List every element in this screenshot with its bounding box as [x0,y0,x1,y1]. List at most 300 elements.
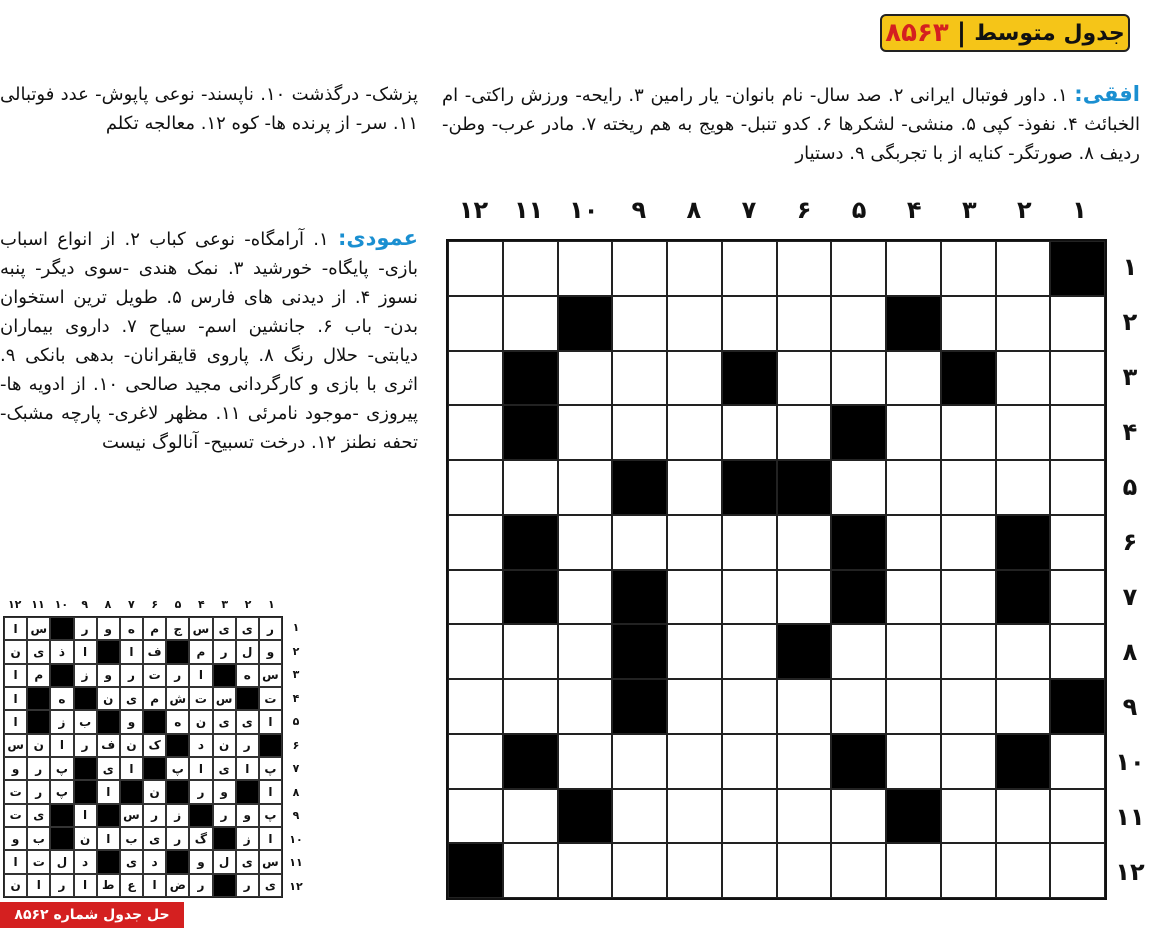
solution-grid [3,616,283,898]
empty-cell[interactable] [941,570,996,625]
column-number: ۳ [961,196,977,224]
empty-cell[interactable] [558,351,613,406]
across-clues [442,80,1140,168]
empty-cell[interactable] [667,734,722,789]
solution-black-cell [74,757,97,780]
solution-letter-cell: ل [50,850,73,873]
empty-cell[interactable] [503,843,558,898]
empty-cell[interactable] [612,405,667,460]
solution-black-cell [166,640,189,663]
row-number: ۱۰ [1115,748,1145,777]
column-number: ۲ [1017,196,1032,224]
empty-cell[interactable] [448,624,503,679]
solution-black-cell [74,780,97,803]
solution-column-number: ۹ [81,598,89,611]
empty-cell[interactable] [996,679,1051,734]
black-cell [1050,241,1105,296]
empty-cell[interactable] [503,460,558,515]
column-number: ۵ [851,196,867,224]
solution-column-number: ۱۱ [31,598,45,611]
empty-cell[interactable] [777,734,832,789]
empty-cell[interactable] [722,789,777,844]
empty-cell[interactable] [777,570,832,625]
empty-cell[interactable] [722,570,777,625]
down-clues [0,224,418,457]
black-cell [777,460,832,515]
solution-black-cell [74,687,97,710]
solution-black-cell [143,710,166,733]
solution-letter-cell: ت [189,687,212,710]
column-number: ۶ [796,196,812,224]
solution-letter-cell: پ [166,757,189,780]
solution-letter-cell: ع [120,874,143,897]
empty-cell[interactable] [667,789,722,844]
solution-letter-cell: ا [143,874,166,897]
solution-black-cell [166,850,189,873]
empty-cell[interactable] [777,679,832,734]
solution-letter-cell: م [143,617,166,640]
empty-cell[interactable] [1050,624,1105,679]
solution-black-cell [120,780,143,803]
solution-row-number: ۴ [292,691,300,705]
empty-cell[interactable] [777,241,832,296]
empty-cell[interactable] [1050,734,1105,789]
solution-column-numbers [3,598,283,611]
black-cell [831,405,886,460]
empty-cell[interactable] [831,241,886,296]
black-cell [777,624,832,679]
solution-letter-cell: ت [4,780,27,803]
solution-letter-cell: ز [74,664,97,687]
empty-cell[interactable] [667,296,722,351]
solution-column-number: ۵ [174,598,182,611]
empty-cell[interactable] [941,734,996,789]
empty-cell[interactable] [886,351,941,406]
solution-row-numbers [285,616,307,898]
solution-letter-cell: ل [236,640,259,663]
solution-letter-cell: ر [50,874,73,897]
black-cell [612,624,667,679]
empty-cell[interactable] [503,624,558,679]
solution-row-number: ۳ [292,668,300,682]
black-cell [996,570,1051,625]
solution-letter-cell: ا [97,780,120,803]
column-number: ۱ [1072,196,1087,224]
solution-letter-cell: ر [189,780,212,803]
empty-cell[interactable] [941,843,996,898]
solution-letter-cell: ن [97,687,120,710]
black-cell [503,734,558,789]
solution-letter-cell: ر [74,617,97,640]
solution-letter-cell: ی [120,850,143,873]
empty-cell[interactable] [996,460,1051,515]
empty-cell[interactable] [667,570,722,625]
solution-letter-cell: پ [259,804,282,827]
solution-letter-cell: ر [143,804,166,827]
empty-cell[interactable] [1050,405,1105,460]
empty-cell[interactable] [558,241,613,296]
empty-cell[interactable] [1050,296,1105,351]
black-cell [612,460,667,515]
empty-cell[interactable] [667,405,722,460]
solution-letter-cell: ا [4,664,27,687]
solution-column-number: ۱۲ [7,598,22,611]
solution-letter-cell: س [189,617,212,640]
empty-cell[interactable] [996,351,1051,406]
empty-cell[interactable] [722,405,777,460]
solution-letter-cell: ت [4,804,27,827]
empty-cell[interactable] [941,405,996,460]
solution-letter-cell: ه [166,710,189,733]
solution-letter-cell: ا [74,804,97,827]
black-cell [558,789,613,844]
empty-cell[interactable] [722,241,777,296]
black-cell [612,570,667,625]
solution-black-cell [50,664,73,687]
solution-black-cell [189,804,212,827]
solution-column-number: ۱۰ [54,598,69,611]
title-separator: | [956,18,967,48]
solution-row-number: ۱۱ [289,856,303,870]
empty-cell[interactable] [777,296,832,351]
empty-cell[interactable] [941,515,996,570]
empty-cell[interactable] [777,843,832,898]
empty-cell[interactable] [667,624,722,679]
solution-column-number: ۳ [221,598,229,611]
empty-cell[interactable] [558,843,613,898]
empty-cell[interactable] [448,296,503,351]
solution-letter-cell: و [97,617,120,640]
column-numbers [446,196,1107,224]
solution-letter-cell: ی [213,617,236,640]
empty-cell[interactable] [503,296,558,351]
solution-letter-cell: ف [97,734,120,757]
black-cell [831,515,886,570]
empty-cell[interactable] [448,570,503,625]
row-number: ۸ [1122,638,1138,667]
solution-black-cell [27,710,50,733]
empty-cell[interactable] [722,679,777,734]
solution-letter-cell: ن [213,734,236,757]
solution-letter-cell: ی [259,874,282,897]
solution-letter-cell: پ [259,757,282,780]
empty-cell[interactable] [1050,789,1105,844]
solution-black-cell [50,804,73,827]
empty-cell[interactable] [1050,460,1105,515]
solution-letter-cell: ی [27,640,50,663]
solution-letter-cell: ی [213,710,236,733]
solution-black-cell [97,710,120,733]
solution-letter-cell: ا [259,710,282,733]
crossword-grid [446,239,1107,900]
black-cell [996,734,1051,789]
solution-letter-cell: ه [50,687,73,710]
across-clue-text: ۱. داور فوتبال ایرانی ۲. صد سال- نام بانوان- یار رامین ۳. رایحه- ورزش راکتی- ام الخبائث ۴. نفوذ- کپی ۵. منشی- لشکرها ۶. کدو تنبل- هویج به هم ریخته ۷. مادر عرب- وطن- ردیف ۸. صورتگر- کنایه از با تجربگی ۹. دستیار [442,85,1140,164]
empty-cell[interactable] [996,843,1051,898]
empty-cell[interactable] [941,460,996,515]
solution-letter-cell: ا [4,687,27,710]
solution-letter-cell: ن [4,874,27,897]
row-number: ۷ [1122,583,1138,612]
solution-letter-cell: م [189,640,212,663]
empty-cell[interactable] [503,789,558,844]
column-number: ۹ [631,196,647,224]
empty-cell[interactable] [941,624,996,679]
empty-cell[interactable] [503,241,558,296]
solution-black-cell [50,827,73,850]
row-number: ۶ [1122,527,1138,556]
solution-letter-cell: ا [27,874,50,897]
black-cell [831,570,886,625]
empty-cell[interactable] [777,405,832,460]
empty-cell[interactable] [612,734,667,789]
solution-letter-cell: ل [213,850,236,873]
solution-letter-cell: ی [27,804,50,827]
empty-cell[interactable] [448,734,503,789]
row-number: ۵ [1122,472,1138,501]
empty-cell[interactable] [558,624,613,679]
solution-letter-cell: ض [166,874,189,897]
title-number: ۸۵۶۳ [885,18,949,48]
solution-letter-cell: و [4,757,27,780]
solution-letter-cell: س [120,804,143,827]
empty-cell[interactable] [448,789,503,844]
column-number: ۱۲ [458,196,489,224]
empty-cell[interactable] [558,460,613,515]
solution-letter-cell: ی [97,757,120,780]
empty-cell[interactable] [777,515,832,570]
solution-black-cell [97,804,120,827]
solution-row-number: ۸ [292,785,300,799]
empty-cell[interactable] [886,241,941,296]
solution-black-cell [213,874,236,897]
solution-letter-cell: ن [120,734,143,757]
solution-letter-cell: و [236,804,259,827]
solution-letter-cell: س [213,687,236,710]
empty-cell[interactable] [886,734,941,789]
empty-cell[interactable] [831,460,886,515]
empty-cell[interactable] [558,734,613,789]
solution-letter-cell: ا [189,664,212,687]
solution-black-cell [166,780,189,803]
empty-cell[interactable] [886,460,941,515]
column-number: ۸ [686,196,702,224]
solution-letter-cell: و [213,780,236,803]
solution-letter-cell: ر [120,664,143,687]
solution-letter-cell: ا [236,757,259,780]
empty-cell[interactable] [996,789,1051,844]
empty-cell[interactable] [448,241,503,296]
solution-label: حل جدول شماره ۸۵۶۲ [0,902,184,928]
solution-letter-cell: و [259,640,282,663]
empty-cell[interactable] [996,241,1051,296]
solution-black-cell [143,757,166,780]
empty-cell[interactable] [831,843,886,898]
solution-letter-cell: ب [74,710,97,733]
empty-cell[interactable] [667,241,722,296]
empty-cell[interactable] [1050,515,1105,570]
empty-cell[interactable] [941,679,996,734]
solution-letter-cell: ج [166,617,189,640]
across-heading: افقی: [1074,82,1141,106]
empty-cell[interactable] [886,515,941,570]
black-cell [722,351,777,406]
empty-cell[interactable] [667,679,722,734]
empty-cell[interactable] [448,405,503,460]
empty-cell[interactable] [831,789,886,844]
row-number: ۳ [1122,362,1138,391]
black-cell [941,351,996,406]
empty-cell[interactable] [1050,843,1105,898]
empty-cell[interactable] [722,296,777,351]
solution-letter-cell: ز [166,804,189,827]
solution-letter-cell: ن [27,734,50,757]
empty-cell[interactable] [996,624,1051,679]
solution-column-number: ۱ [267,598,275,611]
empty-cell[interactable] [503,679,558,734]
empty-cell[interactable] [448,515,503,570]
empty-cell[interactable] [612,241,667,296]
solution-letter-cell: ر [74,734,97,757]
empty-cell[interactable] [886,679,941,734]
column-number: ۱۰ [569,196,599,224]
solution-letter-cell: س [259,664,282,687]
solution-letter-cell: و [4,827,27,850]
solution-letter-cell: ت [143,664,166,687]
solution-letter-cell: م [143,687,166,710]
solution-letter-cell: د [189,734,212,757]
solution-column-number: ۸ [104,598,112,611]
row-number: ۱۱ [1115,803,1145,832]
empty-cell[interactable] [941,296,996,351]
empty-cell[interactable] [558,405,613,460]
empty-cell[interactable] [941,789,996,844]
solution-letter-cell: د [143,850,166,873]
empty-cell[interactable] [612,296,667,351]
solution-letter-cell: و [120,710,143,733]
column-number: ۷ [741,196,757,224]
empty-cell[interactable] [1050,570,1105,625]
empty-cell[interactable] [612,351,667,406]
black-cell [722,460,777,515]
column-number: ۱۱ [513,196,544,224]
empty-cell[interactable] [777,789,832,844]
empty-cell[interactable] [448,679,503,734]
solution-black-cell [259,734,282,757]
solution-row-number: ۲ [292,644,300,658]
solution-letter-cell: ی [120,687,143,710]
empty-cell[interactable] [886,843,941,898]
empty-cell[interactable] [667,843,722,898]
solution-letter-cell: ش [166,687,189,710]
solution-letter-cell: ن [74,827,97,850]
solution-letter-cell: ی [213,757,236,780]
empty-cell[interactable] [612,515,667,570]
black-cell [503,405,558,460]
empty-cell[interactable] [996,296,1051,351]
empty-cell[interactable] [886,624,941,679]
solution-letter-cell: ب [120,827,143,850]
empty-cell[interactable] [722,624,777,679]
row-number: ۹ [1122,693,1138,722]
solution-letter-cell: ا [4,850,27,873]
solution-letter-cell: ر [27,757,50,780]
empty-cell[interactable] [886,570,941,625]
solution-letter-cell: ت [27,850,50,873]
black-cell [503,570,558,625]
solution-black-cell [213,664,236,687]
solution-black-cell [50,617,73,640]
solution-row-number: ۹ [292,809,300,823]
empty-cell[interactable] [777,351,832,406]
black-cell [886,296,941,351]
solution-letter-cell: ر [189,874,212,897]
empty-cell[interactable] [722,843,777,898]
empty-cell[interactable] [558,570,613,625]
empty-cell[interactable] [722,515,777,570]
solution-letter-cell: ر [259,617,282,640]
black-cell [831,734,886,789]
empty-cell[interactable] [886,405,941,460]
empty-cell[interactable] [558,515,613,570]
solution-row-number: ۱۲ [289,879,303,893]
empty-cell[interactable] [667,515,722,570]
black-cell [886,789,941,844]
empty-cell[interactable] [996,405,1051,460]
empty-cell[interactable] [722,734,777,789]
solution-row-number: ۷ [292,762,300,776]
empty-cell[interactable] [667,351,722,406]
solution-letter-cell: ز [236,827,259,850]
empty-cell[interactable] [558,679,613,734]
solution-letter-cell: ت [259,687,282,710]
empty-cell[interactable] [831,679,886,734]
black-cell [448,843,503,898]
solution-column-number: ۷ [127,598,135,611]
solution-black-cell [97,640,120,663]
solution-letter-cell: ه [120,617,143,640]
empty-cell[interactable] [831,296,886,351]
solution-letter-cell: گ [189,827,212,850]
solution-letter-cell: ر [236,874,259,897]
solution-letter-cell: ا [259,827,282,850]
empty-cell[interactable] [612,843,667,898]
solution-letter-cell: ا [189,757,212,780]
empty-cell[interactable] [831,624,886,679]
solution-letter-cell: ر [166,664,189,687]
black-cell [1050,679,1105,734]
empty-cell[interactable] [941,241,996,296]
empty-cell[interactable] [448,460,503,515]
empty-cell[interactable] [1050,351,1105,406]
title-label: جدول متوسط [974,20,1125,46]
solution-letter-cell: ا [50,734,73,757]
row-number: ۲ [1122,307,1138,336]
solution-letter-cell: ی [236,710,259,733]
solution-black-cell [166,734,189,757]
empty-cell[interactable] [612,789,667,844]
empty-cell[interactable] [667,460,722,515]
solution-letter-cell: س [4,734,27,757]
across-clue-text-cont: پزشک- درگذشت ۱۰. ناپسند- نوعی پاپوش- عدد فوتبالی ۱۱. سر- از پرنده ها- کوه ۱۲. معالجه تکلم [0,84,419,134]
solution-black-cell [27,687,50,710]
solution-letter-cell: ا [74,874,97,897]
solution-row-number: ۶ [292,738,300,752]
solution-letter-cell: م [27,664,50,687]
empty-cell[interactable] [831,351,886,406]
puzzle-title [880,14,1130,52]
empty-cell[interactable] [448,351,503,406]
